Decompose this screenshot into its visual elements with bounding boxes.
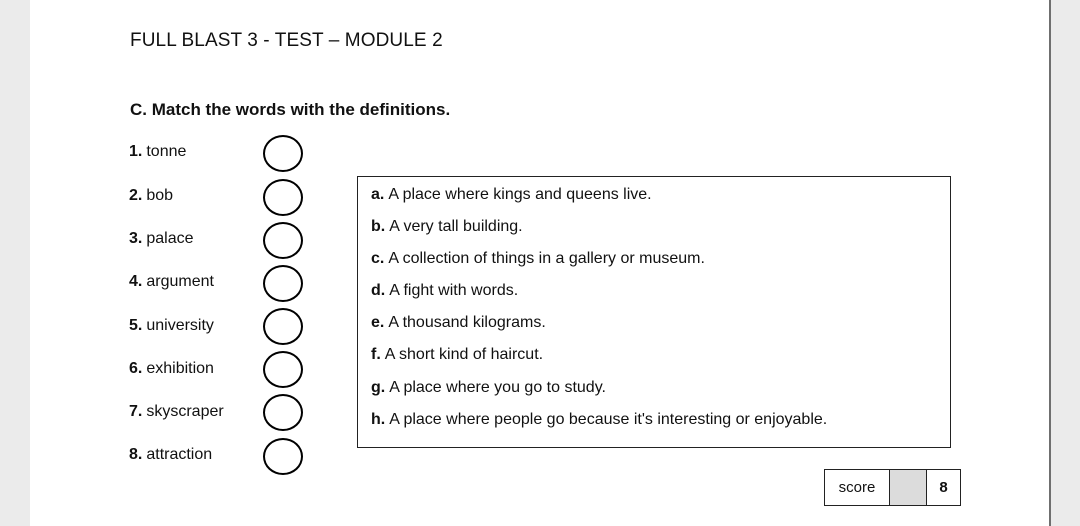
definition-text: A place where you go to study. <box>389 379 606 396</box>
definition-letter: b. <box>371 218 386 235</box>
definition-item <box>371 282 518 300</box>
document-title: FULL BLAST 3 - TEST – MODULE 2 <box>130 30 443 51</box>
word-number: 5. <box>129 317 143 334</box>
word-number: 3. <box>129 230 143 247</box>
answer-circle[interactable] <box>263 438 303 475</box>
word-item <box>129 403 224 421</box>
definition-text: A place where people go because it's interesting or enjoyable. <box>389 411 828 428</box>
word-text: tonne <box>146 143 187 160</box>
exercise-instruction: C. Match the words with the definitions. <box>130 100 451 119</box>
word-text: exhibition <box>146 360 214 377</box>
definition-text: A short kind of haircut. <box>384 346 544 363</box>
definition-letter: d. <box>371 282 386 299</box>
definitions-box <box>357 176 951 448</box>
definition-letter: h. <box>371 411 386 428</box>
word-number: 4. <box>129 273 143 290</box>
definition-item <box>371 314 546 332</box>
definition-letter: a. <box>371 186 385 203</box>
score-input[interactable] <box>890 470 927 505</box>
score-max: 8 <box>939 479 948 496</box>
answer-circle[interactable] <box>263 351 303 388</box>
definition-item <box>371 346 543 364</box>
word-item <box>129 143 186 161</box>
definition-text: A fight with words. <box>389 282 519 299</box>
definition-letter: e. <box>371 314 385 331</box>
definition-item <box>371 411 827 429</box>
definition-letter: f. <box>371 346 381 363</box>
definition-text: A thousand kilograms. <box>388 314 546 331</box>
definition-text: A place where kings and queens live. <box>388 186 652 203</box>
answer-circle[interactable] <box>263 222 303 259</box>
page-edge-divider <box>1049 0 1051 526</box>
definition-item <box>371 250 705 268</box>
word-item <box>129 360 214 378</box>
word-text: palace <box>146 230 194 247</box>
word-text: argument <box>146 273 214 290</box>
word-number: 2. <box>129 187 143 204</box>
word-item <box>129 317 214 335</box>
word-text: university <box>146 317 214 334</box>
word-text: skyscraper <box>146 403 224 420</box>
word-item <box>129 446 212 464</box>
answer-circle[interactable] <box>263 394 303 431</box>
word-text: attraction <box>146 446 213 463</box>
definition-text: A very tall building. <box>389 218 523 235</box>
score-box <box>824 469 961 506</box>
word-number: 7. <box>129 403 143 420</box>
word-item <box>129 230 194 248</box>
word-number: 6. <box>129 360 143 377</box>
answer-circle[interactable] <box>263 308 303 345</box>
word-number: 1. <box>129 143 143 160</box>
answer-circle[interactable] <box>263 265 303 302</box>
word-number: 8. <box>129 446 143 463</box>
word-item <box>129 187 173 205</box>
definition-item <box>371 218 523 236</box>
answer-circle[interactable] <box>263 135 303 172</box>
score-label: score <box>825 470 890 505</box>
definition-letter: g. <box>371 379 386 396</box>
answer-circle[interactable] <box>263 179 303 216</box>
definition-item <box>371 379 606 397</box>
word-text: bob <box>146 187 174 204</box>
word-item <box>129 273 214 291</box>
definition-item <box>371 186 652 204</box>
definition-letter: c. <box>371 250 385 267</box>
definition-text: A collection of things in a gallery or museum. <box>388 250 705 267</box>
